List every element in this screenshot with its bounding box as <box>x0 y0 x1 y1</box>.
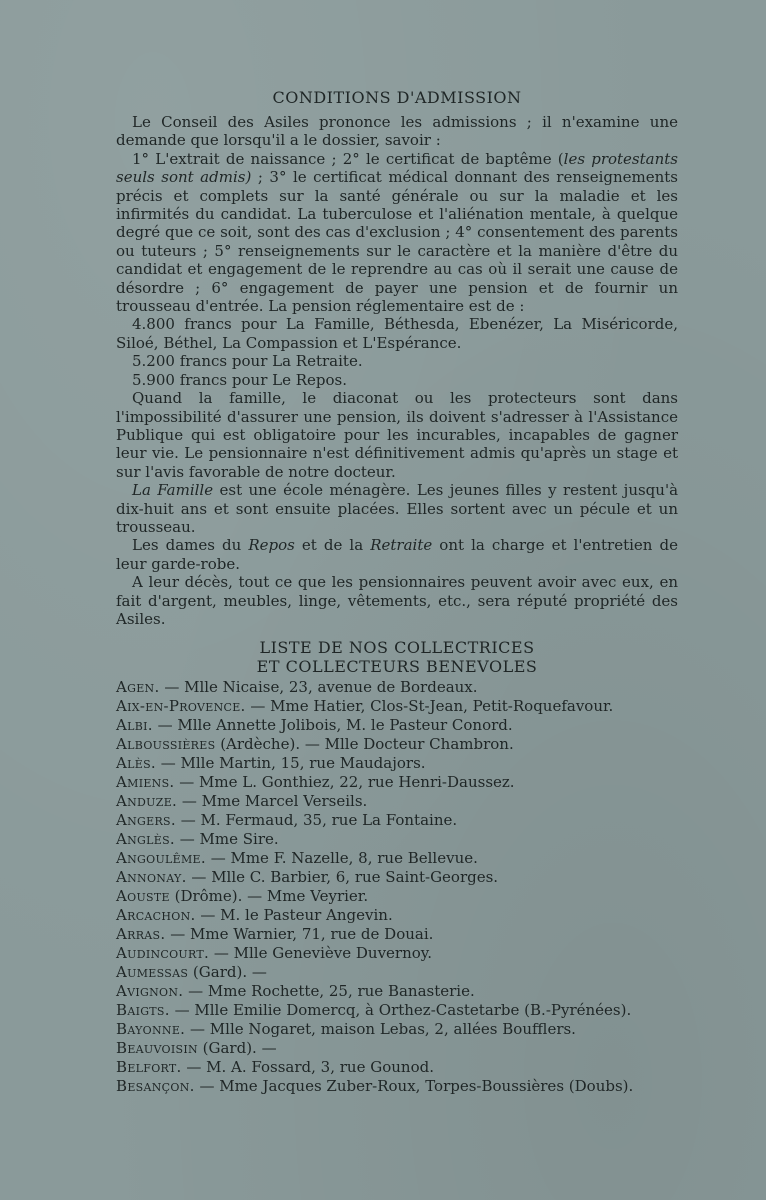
town-name: Anduze. <box>116 792 178 811</box>
list-item <box>116 1058 678 1077</box>
collector-details: (Drôme). — Mme Veyrier. <box>169 887 369 906</box>
famille-paragraph: La Famille est une école ménagère. Les jeunes filles y restent jusqu'à dix-huit ans et sont ensuite placées. Elles sortent avec un pécule et un trousseau. <box>116 481 679 536</box>
list-item <box>116 735 678 754</box>
town-name: Bayonne. <box>116 1020 186 1039</box>
town-name: Agen. <box>116 678 160 697</box>
list-item <box>116 754 678 773</box>
collector-details: — Mlle Nogaret, maison Lebas, 2, allées Boufflers. <box>185 1020 576 1039</box>
town-name: Beauvoisin <box>116 1039 198 1058</box>
town-name: Albi. <box>116 716 153 735</box>
collector-details: — Mme Rochette, 25, rue Banasterie. <box>183 982 475 1001</box>
collector-details: — M. le Pasteur Angevin. <box>195 906 393 925</box>
assistance-paragraph: Quand la famille, le diaconat ou les protecteurs sont dans l'impossibilité d'assurer une pension, ils doivent s'adresser à l'Assistance Publique qui est obligatoire pour les incurables, incapables de gagner leur vie. Le pensionnaire n'est définitivement admis qu'après un stage et sur l'avis favorable de notre docteur. <box>116 389 678 481</box>
town-name: Amiens. <box>116 773 175 792</box>
list-item <box>116 773 678 792</box>
collector-details: — Mme Jacques Zuber-Roux, Torpes-Boussières (Doubs). <box>194 1077 634 1096</box>
pension-line: 4.800 francs pour La Famille, Béthesda, Ebenézer, La Miséricorde, Siloé, Béthel, La Compassion et L'Espérance. <box>116 315 678 352</box>
conditions-paragraph: 1° L'extrait de naissance ; 2° le certificat de baptême (les protestants seuls sont admis) ; 3° le certificat médical donnant des renseignements précis et complets sur la santé générale ou sur la maladie et les infirmités du candidat. La tuberculose et l'aliénation mentale, à quelque degré que ce soit, sont des cas d'exclusion ; 4° consentement des parents ou tuteurs ; 5° renseignements sur le caractère et la manière d'être du candidat et engagement de le reprendre au cas où il serait une cause de désordre ; 6° engagement de payer une pension et de fournir un trousseau d'entrée. La pension réglementaire est de : <box>116 149 678 316</box>
list-item <box>116 944 678 963</box>
list-item <box>116 811 678 830</box>
list-item <box>116 697 678 716</box>
intro-paragraph: Le Conseil des Asiles prononce les admissions ; il n'examine une demande que lorsqu'il a le dossier, savoir : <box>116 113 678 150</box>
collector-details: — Mlle Geneviève Duvernoy. <box>209 944 433 963</box>
collector-details: — M. Fermaud, 35, rue La Fontaine. <box>175 811 458 830</box>
list-item <box>116 1039 678 1058</box>
town-name: Arras. <box>116 925 166 944</box>
list-item <box>116 716 678 735</box>
town-name: Aix-en-Provence. <box>116 697 246 716</box>
collector-details: — Mlle Martin, 15, rue Maudajors. <box>155 754 426 773</box>
list-item <box>116 1001 678 1020</box>
town-name: Alboussières <box>116 735 216 754</box>
collector-details: (Gard). — <box>188 963 267 982</box>
list-item <box>116 792 678 811</box>
dames-paragraph: Les dames du Repos et de la Retraite ont la charge et l'entretien de leur garde-robe. <box>116 536 678 573</box>
town-name: Avignon. <box>116 982 184 1001</box>
collector-details: — Mme Hatier, Clos-St-Jean, Petit-Roquefavour. <box>245 697 614 716</box>
collector-details: — Mlle Emilie Domercq, à Orthez-Castetarbe (B.-Pyrénées). <box>169 1001 632 1020</box>
list-item <box>116 982 678 1001</box>
list-item <box>116 868 678 887</box>
pension-line: 5.200 francs pour La Retraite. <box>132 352 363 371</box>
collector-details: — Mme Marcel Verseils. <box>177 792 368 811</box>
town-name: Belfort. <box>116 1058 182 1077</box>
collector-list <box>116 678 678 1096</box>
list-item <box>116 1020 678 1039</box>
collector-details: — Mme F. Nazelle, 8, rue Bellevue. <box>205 849 478 868</box>
list-item <box>116 830 678 849</box>
collector-details: — Mme Sire. <box>174 830 279 849</box>
town-name: Besançon. <box>116 1077 195 1096</box>
pension-line: 5.900 francs pour Le Repos. <box>132 370 348 389</box>
town-name: Annonay. <box>116 868 187 887</box>
list-item <box>116 678 678 697</box>
page-title: CONDITIONS D'ADMISSION <box>272 88 522 107</box>
list-item <box>116 963 678 982</box>
list-item <box>116 849 678 868</box>
collector-details: — Mme L. Gonthiez, 22, rue Henri-Daussez. <box>174 773 515 792</box>
town-name: Angoulême. <box>116 849 206 868</box>
town-name: Audincourt. <box>116 944 210 963</box>
list-heading: LISTE DE NOS COLLECTRICES ET COLLECTEURS BENEVOLES <box>256 638 538 677</box>
collector-details: — Mlle C. Barbier, 6, rue Saint-Georges. <box>186 868 499 887</box>
collector-details: (Ardèche). — Mlle Docteur Chambron. <box>215 735 514 754</box>
list-item <box>116 925 678 944</box>
list-item <box>116 1077 678 1096</box>
collector-details: (Gard). — <box>197 1039 277 1058</box>
town-name: Arcachon. <box>116 906 196 925</box>
collector-details: — M. A. Fossard, 3, rue Gounod. <box>181 1058 434 1077</box>
collector-details: — Mme Warnier, 71, rue de Douai. <box>165 925 434 944</box>
town-name: Aouste <box>116 887 170 906</box>
town-name: Anglès. <box>116 830 175 849</box>
town-name: Baigts. <box>116 1001 170 1020</box>
deces-paragraph: A leur décès, tout ce que les pensionnaires peuvent avoir avec eux, en fait d'argent, meubles, linge, vêtements, etc., sera réputé propriété des Asiles. <box>116 573 678 628</box>
collector-details: — Mlle Annette Jolibois, M. le Pasteur Conord. <box>152 716 513 735</box>
list-item <box>116 887 678 906</box>
list-item <box>116 906 678 925</box>
town-name: Alès. <box>116 754 156 773</box>
collector-details: — Mlle Nicaise, 23, avenue de Bordeaux. <box>159 678 478 697</box>
town-name: Aumessas <box>116 963 189 982</box>
town-name: Angers. <box>116 811 176 830</box>
